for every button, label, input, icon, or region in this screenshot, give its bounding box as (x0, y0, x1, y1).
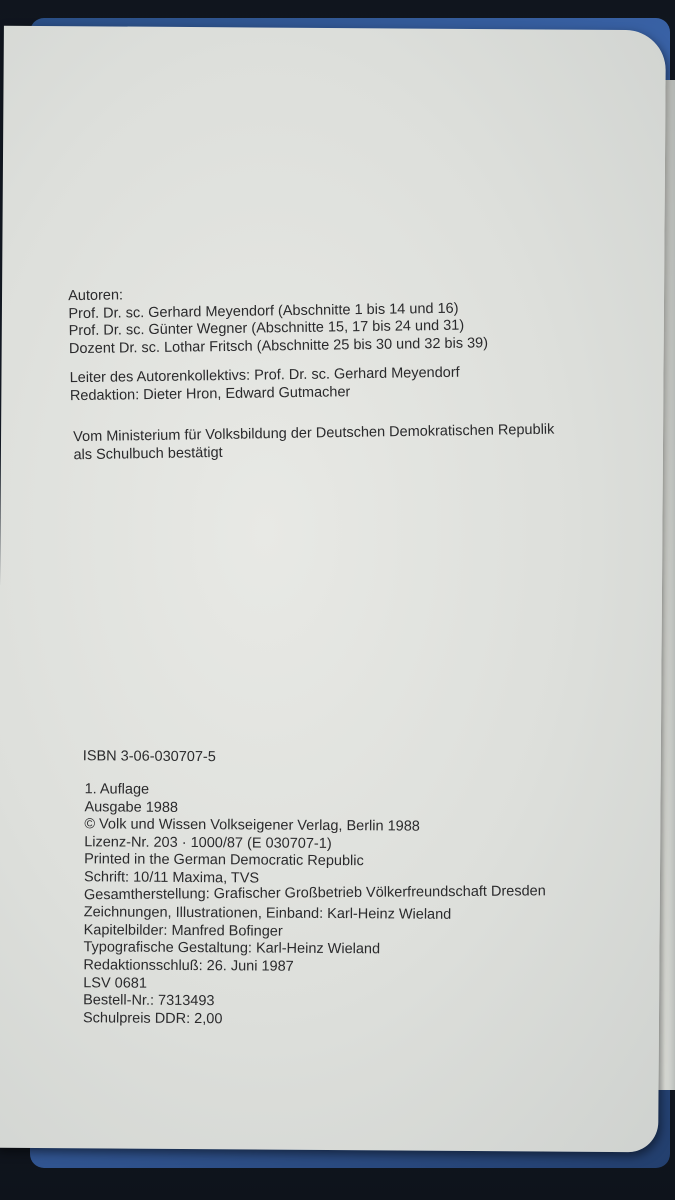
authors-heading: Autoren: (68, 287, 124, 305)
collective-lead: Leiter des Autorenkollektivs: Prof. Dr. sc. Gerhard Meyendorf (69, 364, 460, 387)
imprint-line: Schulpreis DDR: 2,00 (82, 1009, 223, 1027)
imprint-line: Printed in the German Democratic Republic (84, 851, 364, 870)
imprint-line: Zeichnungen, Illustrationen, Einband: Karl-Heinz Wieland (83, 904, 452, 924)
imprint-line: © Volk und Wissen Volkseigener Verlag, Berlin 1988 (84, 816, 420, 835)
ministry-line-1: Vom Ministerium für Volksbildung der Deutschen Demokratischen Republik (73, 421, 555, 446)
ministry-approval (73, 422, 555, 465)
imprint-line: Lizenz-Nr. 203 · 1000/87 (E 030707-1) (84, 834, 332, 852)
imprint-line: Schrift: 10/11 Maxima, TVS (83, 869, 260, 887)
imprint-block (83, 781, 547, 1031)
imprint-line: Kapitelbilder: Manfred Bofinger (83, 922, 283, 940)
imprint-line: Typografische Gestaltung: Karl-Heinz Wieland (83, 939, 381, 958)
isbn: ISBN 3-06-030707-5 (82, 748, 216, 766)
author-line: Prof. Dr. sc. Günter Wegner (Abschnitte 15, 17 bis 24 und 31) (68, 317, 465, 340)
editorial-block (70, 365, 461, 405)
imprint-line: LSV 0681 (83, 974, 148, 992)
imprint-line: Bestell-Nr.: 7313493 (83, 992, 215, 1010)
imprint-line: 1. Auflage (84, 781, 150, 798)
author-line: Dozent Dr. sc. Lothar Fritsch (Abschnitte 25 bis 30 und 32 bis 39) (68, 334, 489, 357)
imprint-line: Ausgabe 1988 (84, 798, 179, 816)
author-line: Prof. Dr. sc. Gerhard Meyendorf (Abschnitte 1 bis 14 und 16) (68, 300, 459, 322)
imprint-line: Gesamtherstellung: Grafischer Großbetrieb Völkerfreundschaft Dresden (83, 882, 546, 903)
authors-block (68, 282, 488, 358)
book-page (0, 26, 666, 1153)
imprint-line: Redaktionsschluß: 26. Juni 1987 (83, 957, 294, 975)
redaktion-line: Redaktion: Dieter Hron, Edward Gutmacher (69, 383, 351, 404)
ministry-line-2: als Schulbuch bestätigt (73, 444, 223, 463)
